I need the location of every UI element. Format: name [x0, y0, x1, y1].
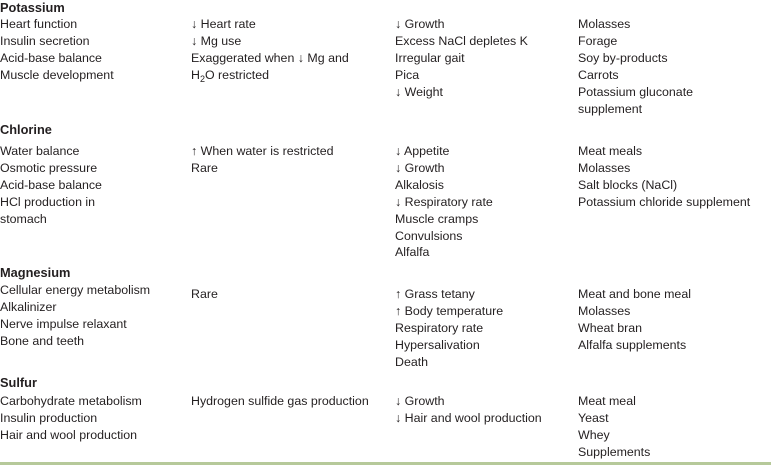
source-item: Meat and bone meal	[578, 287, 691, 301]
source-item: Supplements	[578, 444, 651, 459]
source-item: Meat meals	[578, 144, 643, 158]
toxicity-item: Rare	[191, 287, 218, 301]
formula-h: H	[191, 67, 200, 82]
formula-subscript: 2	[199, 73, 205, 84]
deficiency-item: Convulsions	[395, 228, 463, 243]
section-heading: Chlorine	[0, 122, 52, 137]
section-heading: Potassium	[0, 0, 65, 15]
functions-column	[0, 282, 185, 350]
sources-column	[578, 286, 771, 354]
function-item: stomach	[0, 211, 47, 226]
function-item: Cellular energy metabolism	[0, 283, 151, 297]
source-item: supplement	[578, 101, 643, 116]
toxicity-column	[191, 286, 391, 303]
source-item: Yeast	[578, 410, 609, 425]
deficiency-column	[395, 143, 575, 261]
deficiency-item: Respiratory rate	[395, 320, 484, 335]
sources-column	[578, 16, 771, 117]
source-item: Alfalfa supplements	[578, 337, 687, 352]
deficiency-item: Excess NaCl depletes K	[395, 33, 528, 48]
function-item: Osmotic pressure	[0, 160, 98, 175]
function-item: Water balance	[0, 144, 80, 158]
function-item: Heart function	[0, 17, 78, 31]
deficiency-item: ↓ Appetite	[395, 144, 450, 158]
source-item: Molasses	[578, 160, 631, 175]
function-item: Acid-base balance	[0, 50, 102, 65]
deficiency-item: Death	[395, 354, 429, 369]
sources-column	[578, 143, 771, 211]
functions-column	[0, 16, 185, 84]
functions-column	[0, 143, 185, 228]
deficiency-item: Hypersalivation	[395, 337, 480, 352]
deficiency-item: ↑ Body temperature	[395, 303, 504, 318]
deficiency-column	[395, 286, 575, 371]
toxicity-item: Hydrogen sulfide gas production	[191, 394, 369, 408]
source-item: Wheat bran	[578, 320, 643, 335]
source-item: Meat meal	[578, 394, 636, 408]
deficiency-item: ↑ Grass tetany	[395, 287, 475, 301]
section-heading: Sulfur	[0, 375, 37, 390]
function-item: Hair and wool production	[0, 427, 138, 442]
source-item: Salt blocks (NaCl)	[578, 177, 678, 192]
source-item: Molasses	[578, 17, 631, 31]
section-heading: Magnesium	[0, 265, 71, 280]
toxicity-item: ↓ Mg use	[191, 33, 242, 48]
deficiency-column	[395, 16, 575, 101]
source-item: Potassium gluconate	[578, 84, 694, 99]
toxicity-item: Rare	[191, 160, 218, 175]
deficiency-item: ↓ Growth	[395, 394, 445, 408]
deficiency-item: Irregular gait	[395, 50, 465, 65]
function-item: Alkalinizer	[0, 299, 57, 314]
deficiency-column	[395, 393, 575, 427]
table-bottom-rule	[0, 462, 771, 465]
deficiency-item: ↓ Hair and wool production	[395, 410, 542, 425]
source-item: Potassium chloride supplement	[578, 194, 751, 209]
toxicity-column	[191, 393, 391, 410]
function-item: HCl production in	[0, 194, 96, 209]
toxicity-item-water	[191, 67, 391, 84]
function-item: Carbohydrate metabolism	[0, 394, 142, 408]
source-item: Soy by-products	[578, 50, 668, 65]
toxicity-item: ↑ When water is restricted	[191, 144, 334, 158]
source-item: Molasses	[578, 303, 631, 318]
source-item: Carrots	[578, 67, 619, 82]
toxicity-column	[191, 143, 391, 177]
toxicity-item: Exaggerated when ↓ Mg and	[191, 50, 349, 65]
deficiency-item: ↓ Weight	[395, 84, 443, 99]
source-item: Forage	[578, 33, 618, 48]
formula-rest: O restricted	[204, 67, 270, 82]
function-item: Acid-base balance	[0, 177, 102, 192]
function-item: Nerve impulse relaxant	[0, 316, 127, 331]
toxicity-item: ↓ Heart rate	[191, 17, 256, 31]
deficiency-item: ↓ Respiratory rate	[395, 194, 493, 209]
functions-column	[0, 393, 185, 444]
deficiency-item: Muscle cramps	[395, 211, 479, 226]
deficiency-item: Alfalfa	[395, 245, 430, 260]
deficiency-item: ↓ Growth	[395, 17, 445, 31]
function-item: Insulin secretion	[0, 33, 90, 48]
deficiency-item: ↓ Growth	[395, 160, 445, 175]
function-item: Muscle development	[0, 67, 114, 82]
deficiency-item: Alkalosis	[395, 177, 444, 192]
function-item: Insulin production	[0, 410, 98, 425]
function-item: Bone and teeth	[0, 333, 85, 348]
toxicity-column	[191, 16, 391, 84]
sources-column	[578, 393, 771, 461]
deficiency-item: Pica	[395, 67, 420, 82]
source-item: Whey	[578, 427, 610, 442]
